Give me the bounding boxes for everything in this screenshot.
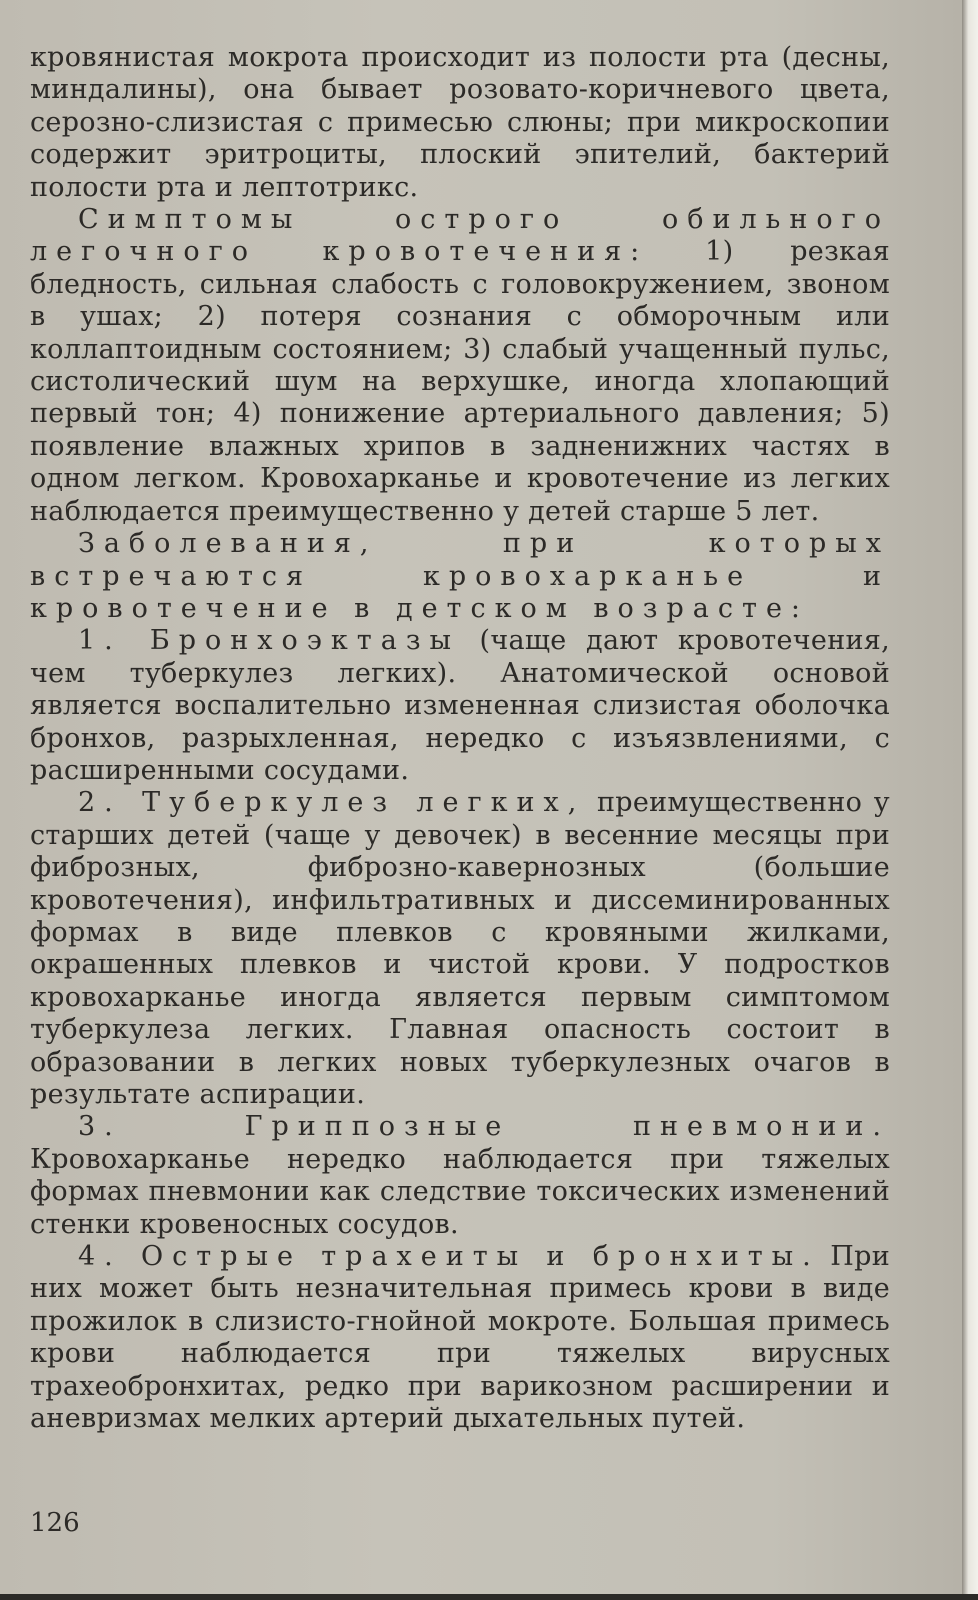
scan-border [0,1594,978,1600]
paragraph-3 [30,528,890,625]
list-item-heading: 2. Туберкулез легких, [78,787,586,819]
spaced-heading: Заболевания, при которых встречаются кровохарканье и кровотечение в детском возрасте: [30,528,890,624]
list-item-3: 3. Гриппозные пневмонии. Кровохарканье нередко наблюдается при тяжелых формах пневмонии как следствие токсических изменений стенки кровеносных сосудов. [30,1111,890,1240]
list-item-heading: 4. Острые трахеиты и бронхиты. [78,1241,820,1273]
page-number: 126 [30,1508,80,1538]
spaced-heading: Симптомы острого обильного легочного кровотечения: [30,204,890,268]
paragraph-1: кровянистая мокрота происходит из полости рта (десны, миндалины), она бывает розовато-коричневого цвета, серозно-слизистая с примесью слюны; при микроскопии содержит эритроциты, плоский эпителий, бактерий полости рта и лептотрикс. [30,42,890,203]
page-edge [962,0,978,1600]
paragraph-2: Симптомы острого обильного легочного кровотечения: 1) резкая бледность, сильная слабость с головокружением, звоном в ушах; 2) потеря сознания с обморочным или коллаптоидным состоянием; 3) слабый учащенный пульс, систолический шум на верхушке, иногда хлопающий первый тон; 4) понижение артериального давления; 5) появление влажных хрипов в задненижних частях в одном легком. Кровохарканье и кровотечение из легких наблюдается преимущественно у детей старше 5 лет. [30,204,890,527]
list-item-4: 4. Острые трахеиты и бронхиты. При них может быть незначительная примесь крови в виде прожилок в слизисто-гнойной мокроте. Большая примесь крови наблюдается при тяжелых вирусных трахеобронхитах, редко при варикозном расширении и аневризмах мелких артерий дыхательных путей. [30,1241,891,1435]
body-text [30,42,890,1435]
list-item-1: 1. Бронхоэктазы (чаще дают кровотечения, чем туберкулез легких). Анатомической основой является воспалительно измененная слизистая оболочка бронхов, разрыхленная, нередко с изъязвлениями, с расширенными сосудами. [30,625,891,786]
list-item-2: 2. Туберкулез легких, преимущественно у старших детей (чаще у девочек) в весенние месяцы при фиброзных, фиброзно-кавернозных (большие кровотечения), инфильтративных и диссеминированных формах в виде плевков с кровяными жилками, окрашенных плевков и чистой крови. У подростков кровохарканье иногда является первым симптомом туберкулеза легких. Главная опасность состоит в образовании в легких новых туберкулезных очагов в результате аспирации. [30,787,890,1110]
list-item-heading: 3. Гриппозные пневмонии. [78,1111,890,1143]
list-item-heading: 1. Бронхоэктазы [78,625,461,657]
